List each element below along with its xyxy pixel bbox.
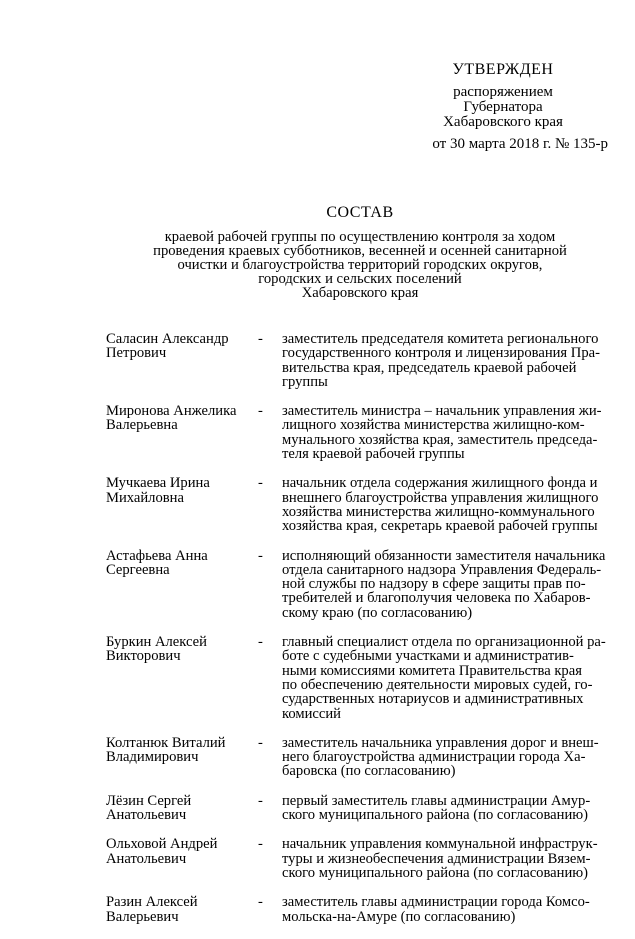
member-role-line: скому краю (по согласованию) — [282, 604, 473, 621]
member-name-line: Саласин Александр — [106, 331, 229, 347]
member-name — [106, 404, 258, 433]
member-role-line: мунального хозяйства края, заместитель председа- — [282, 431, 598, 448]
subtitle-line: краевой рабочей группы по осуществлению контроля за ходом — [164, 229, 556, 245]
approval-line: распоряжением — [453, 84, 553, 100]
member-row — [106, 332, 612, 389]
member-role-line: мольска-на-Амуре (по согласованию) — [282, 908, 516, 925]
member-name — [106, 895, 258, 924]
member-role-line: сударственных нотариусов и административных — [282, 691, 584, 708]
member-row — [106, 635, 612, 721]
member-name — [106, 635, 258, 664]
member-row — [106, 404, 612, 461]
member-name-line: Ольховой Андрей — [106, 836, 218, 853]
member-name-line: Петрович — [106, 345, 167, 362]
member-name-line: Анатольевич — [106, 807, 187, 824]
member-role-line: группы — [282, 373, 328, 390]
members-list — [106, 332, 612, 939]
member-name-line: Разин Алексей — [106, 894, 198, 911]
member-role — [282, 635, 612, 721]
member-role-line: внешнего благоустройства управления жилищного — [282, 489, 599, 506]
member-dash: - — [258, 331, 263, 347]
approval-block — [398, 60, 608, 152]
member-name-line: Сергеевна — [106, 561, 170, 578]
member-name-line: Астафьева Анна — [106, 547, 208, 564]
member-name — [106, 794, 258, 823]
member-role-line: ского муниципального района (по согласованию) — [282, 807, 589, 824]
member-role-line: главный специалист отдела по организационной ра- — [282, 634, 606, 651]
member-row — [106, 549, 612, 620]
member-role-line: него благоустройства администрации города Ха- — [282, 749, 586, 766]
member-role-line: государственного контроля и лицензирования Пра- — [282, 345, 600, 362]
member-name — [106, 476, 258, 505]
document-heading — [105, 204, 615, 300]
approval-title: УТВЕРЖДЕН — [452, 61, 554, 78]
member-role-line: ными комиссиями комитета Правительства края — [282, 662, 582, 679]
member-role-line: баровска (по согласованию) — [282, 763, 456, 780]
member-name — [106, 332, 258, 361]
member-dash: - — [258, 894, 263, 911]
member-dash: - — [258, 547, 263, 564]
member-role-line: хозяйства министерства жилищно-коммунального — [282, 503, 595, 520]
member-role-line: отдела санитарного надзора Управления Федераль- — [282, 561, 602, 578]
member-role-line: по обеспечению деятельности мировых судей, го- — [282, 676, 593, 693]
member-name — [106, 837, 258, 866]
member-name-line: Валерьевна — [106, 417, 178, 434]
member-role — [282, 895, 612, 924]
member-role — [282, 736, 612, 779]
member-dash: - — [258, 792, 263, 809]
member-name-line: Владимирович — [106, 749, 199, 766]
member-role-line: ной службы по надзору в сфере защиты прав по- — [282, 576, 586, 593]
member-name-line: Буркин Алексей — [106, 634, 207, 651]
member-row — [106, 476, 612, 533]
member-role-line: хозяйства края, секретарь краевой рабочей группы — [282, 518, 598, 535]
member-name-line: Мучкаева Ирина — [106, 475, 210, 492]
member-role-line: исполняющий обязанности заместителя начальника — [282, 547, 606, 564]
member-name-line: Миронова Анжелика — [106, 403, 237, 420]
member-role-line: боте с судебными участками и административ- — [282, 648, 574, 665]
member-row — [106, 794, 612, 823]
member-name-line: Лёзин Сергей — [106, 792, 192, 809]
subtitle-line: Хабаровского края — [301, 285, 419, 301]
member-role-line: требителей и благополучия человека по Хабаров- — [282, 590, 591, 607]
member-role — [282, 332, 612, 389]
member-role-line: первый заместитель главы администрации Амур- — [282, 792, 591, 809]
member-dash: - — [258, 403, 263, 420]
member-role-line: заместитель начальника управления дорог и внеш- — [282, 734, 599, 751]
member-role — [282, 549, 612, 620]
member-role-line: комиссий — [282, 705, 341, 722]
member-name-line: Викторович — [106, 648, 181, 665]
approval-date: от 30 марта 2018 г. № 135-р — [432, 136, 608, 152]
member-name-line: Колтанюк Виталий — [106, 734, 226, 751]
member-row — [106, 895, 612, 924]
member-role-line: теля краевой рабочей группы — [282, 446, 465, 463]
member-row — [106, 736, 612, 779]
member-name-line: Валерьевич — [106, 908, 179, 925]
member-role — [282, 476, 612, 533]
member-row — [106, 837, 612, 880]
approval-line: Губернатора — [463, 99, 543, 115]
approval-line: Хабаровского края — [443, 114, 563, 130]
member-role-line: заместитель председателя комитета регионального — [282, 331, 599, 347]
member-role-line: заместитель министра – начальник управления жи- — [282, 403, 602, 420]
member-name-line: Михайловна — [106, 489, 184, 506]
member-dash: - — [258, 475, 263, 492]
member-role-line: туры и жизнеобеспечения администрации Вязем- — [282, 850, 591, 867]
member-role-line: ского муниципального района (по согласованию) — [282, 864, 589, 881]
subtitle-line: проведения краевых субботников, весенней и осенней санитарной — [153, 243, 567, 259]
member-dash: - — [258, 634, 263, 651]
member-role-line: заместитель главы администрации города Комсо- — [282, 894, 590, 911]
member-dash: - — [258, 836, 263, 853]
document-title: СОСТАВ — [326, 204, 394, 221]
member-name — [106, 549, 258, 578]
member-name — [106, 736, 258, 765]
member-role-line: начальник управления коммунальной инфраструк- — [282, 836, 598, 853]
member-role — [282, 794, 612, 823]
member-role — [282, 837, 612, 880]
member-role-line: начальник отдела содержания жилищного фонда и — [282, 475, 598, 492]
member-role — [282, 404, 612, 461]
subtitle-line: очистки и благоустройства территорий городских округов, — [177, 257, 543, 273]
subtitle-line: городских и сельских поселений — [258, 271, 462, 287]
member-role-line: лищного хозяйства министерства жилищно-ком- — [282, 417, 585, 434]
member-role-line: вительства края, председатель краевой рабочей — [282, 359, 577, 376]
member-name-line: Анатольевич — [106, 850, 187, 867]
document-subtitle — [105, 230, 615, 300]
member-dash: - — [258, 734, 263, 751]
